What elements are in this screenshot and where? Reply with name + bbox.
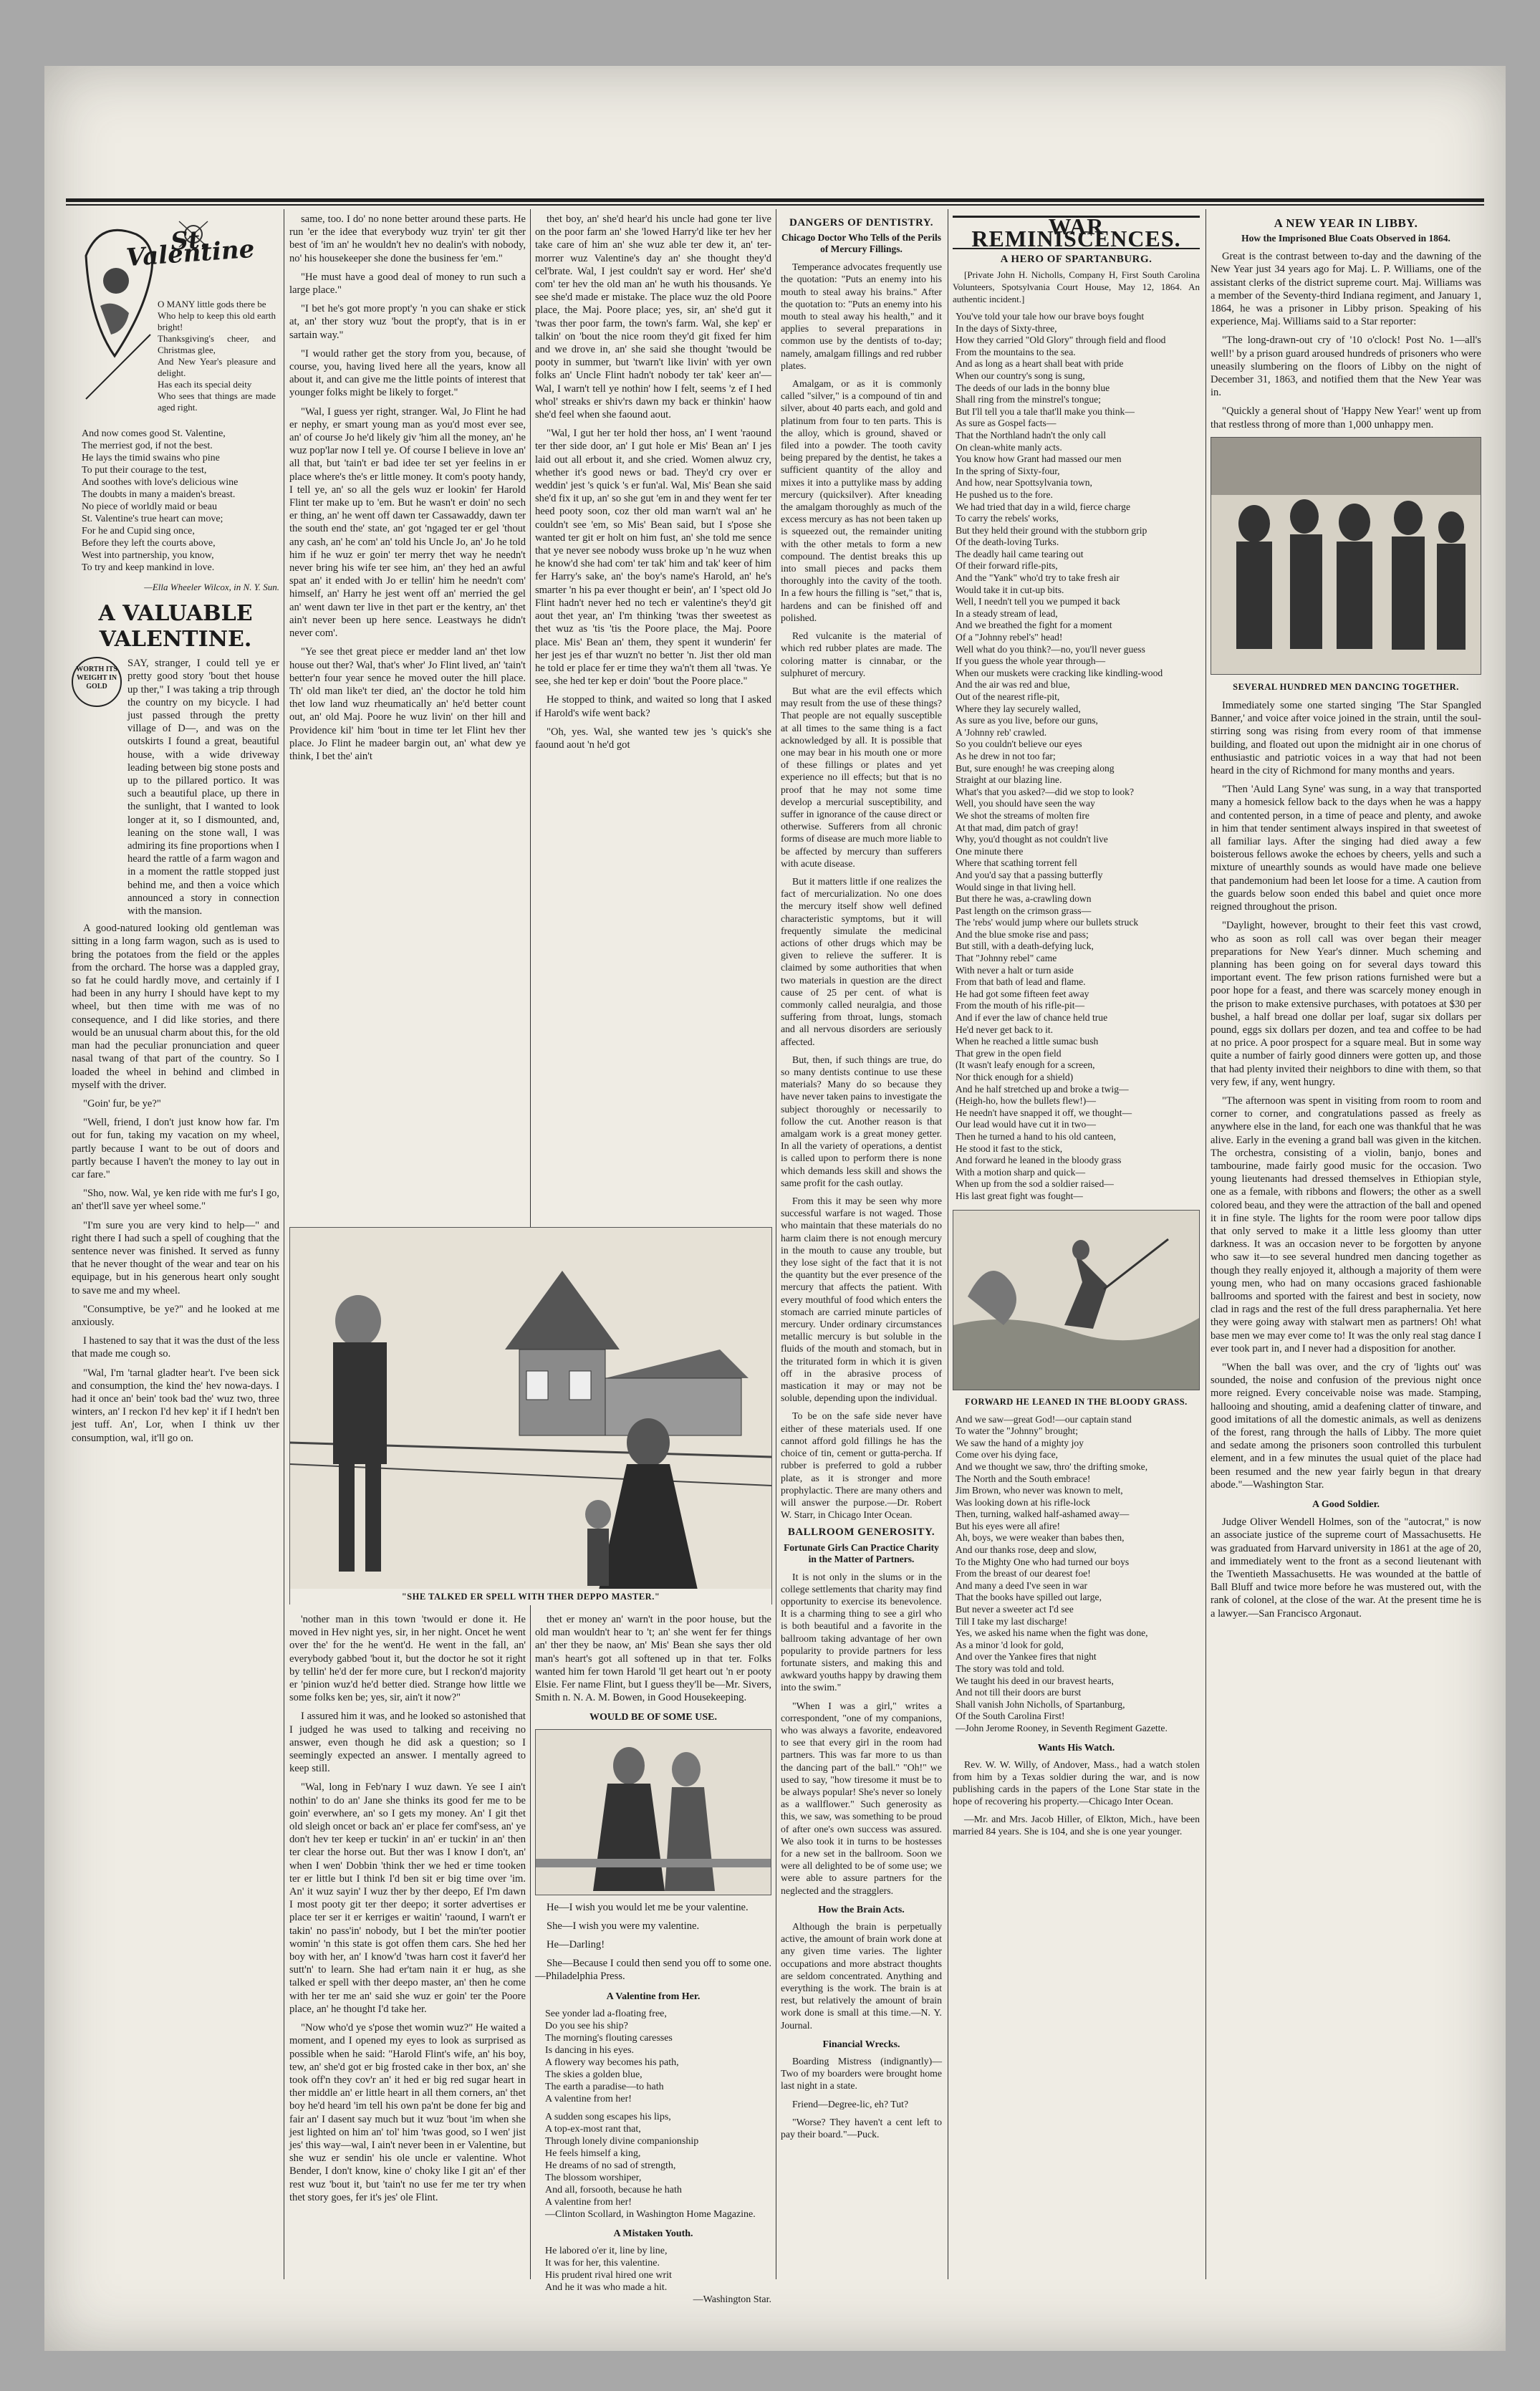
poem-line: Of the South Carolina First! — [956, 1711, 1065, 1722]
poem-line: He stood it fast to the stick, — [956, 1142, 1063, 1154]
article-paragraph: Judge Oliver Wendell Holmes, son of the "autocrat," is now an associate justice of the supreme court of Massachusetts. He was graduated from Harvard university in 1861 at the age of 20, and immediately went to the front as a second lieutenant with the Twentieth Massachusetts. He was wounded at the battle of Ball Bluff and twice more before he was mustered out, with the rank of colonel, at the close of the war. At the present time he is a lawyer.—San Francisco Argonaut. — [1211, 1516, 1481, 1620]
poem-line: His last great fight was fought— — [956, 1190, 1083, 1201]
article-paragraph: But it matters little if one realizes the fact of mercurialization. No one does the mercury itself show well defined characteristic symptoms, but it will frequently simulate the medicinal actions of other drugs which may be given to relieve the sufferer. It is claimed by some authorities that when two materials in question are the direct cause of 25 per cent. of what is commonly called neuralgia, and those suffering from throat, lungs, stomach and all nervous disorders are seriously affected. — [781, 875, 942, 1047]
poem-line: Shall ring from the minstrel's tongue; — [956, 394, 1101, 405]
poem-line: Where that scathing torrent fell — [956, 857, 1077, 869]
poem-line: As sure as you live, before our guns, — [956, 715, 1098, 726]
poem-line: When up from the sod a soldier raised— — [956, 1178, 1114, 1190]
article-paragraph: "I'm sure you are very kind to help—" and right there I had such a spell of coughing that the sentence never was finished. It served as funny that he never thought of the wear and tear on his equipage, but in his generous heart only sought to save me and my wheel. — [72, 1219, 279, 1296]
wants-watch-title: Wants His Watch. — [1037, 1742, 1115, 1753]
valentine-from-her-verse — [545, 2008, 771, 2221]
article-paragraph: "The long-drawn-out cry of '10 o'clock! Post No. 1—all's well!' by a prison guard aroused hundreds of prisoners who were uneasily slumbering on the floors of Libby on the night of December 31, 1863, and notified them that the New Year was in. — [1211, 335, 1481, 399]
poem-line: When our muskets were cracking like kindling-wood — [956, 667, 1163, 678]
libby-subheadline: How the Imprisoned Blue Coats Observed in 1864. — [1241, 233, 1450, 244]
article-paragraph: Rev. W. W. Willy, of Andover, Mass., had a watch stolen from him by a Texas soldier during the war, and is now publishing cards in the papers of the Lone Star state in the hope of recovering his property.—Chicago Inter Ocean. — [953, 1759, 1200, 1807]
valentine-art-title: St. Valentine — [125, 225, 256, 273]
poem-line: Past length on the crimson grass— — [956, 905, 1092, 916]
brain-acts-title: How the Brain Acts. — [818, 1904, 905, 1915]
poem-line: To carry the rebels' works, — [956, 513, 1059, 524]
article-paragraph: "Wal, I'm 'tarnal gladter hear't. I've been sick and consumption, the kind the' hev nowa-days. I had it once an' bein' took bad the' wuz two, three winters, an' I reckon I'd hev kep' it if I hedn't ben jest tuff. An', Lor, when I think uv ther consumption, wal, it'll go on. — [72, 1367, 279, 1444]
article-paragraph: From this it may be seen why more successful warfare is not waged. Those who maintain that these materials do no harm claim there is not enough mercury in the mouth to cause any trouble, but they lose sight of the fact that it is not the quantity but the ever presence of the mercury that affects the patient. With every mouthful of food which enters the stomach are carried minute particles of mercury. Under ordinary circumstances metallic mercury is but soluble in the fluids of the mouth and stomach, but in the triturated form in which it is given off in the abrasive process of mastication it may or may not be soluble, depending upon the individual. — [781, 1196, 942, 1404]
poem-line: And our thanks rose, deep and slow, — [956, 1544, 1097, 1556]
poem-line: We shot the streams of molten fire — [956, 809, 1089, 821]
poem-line: Who help to keep this old earth bright! — [158, 310, 276, 332]
poem-line: At that mad, dim patch of gray! — [956, 822, 1079, 833]
poem-line: We saw the hand of a mighty joy — [956, 1437, 1084, 1448]
poem-line: And we saw—great God!—our captain stand — [956, 1413, 1132, 1425]
poem-line: O MANY little gods there be — [158, 299, 266, 309]
valentine-poem-continued — [82, 428, 279, 574]
poem-line: Of their forward rifle-pits, — [956, 560, 1058, 572]
poem-line: From the mouth of his rifle-pit— — [956, 1000, 1085, 1011]
poem-line: With a motion sharp and quick— — [956, 1166, 1086, 1178]
poem-line: Was looking down at his rifle-lock — [956, 1496, 1091, 1508]
poem-line: A top-ex-most rant that, — [545, 2123, 641, 2135]
poem-line: So you couldn't believe our eyes — [956, 739, 1082, 750]
article-paragraph: It is not only in the slums or in the college settlements that charity may find opportunity to exercise its benevolence. It is a charming thing to see a girl who is both beautiful and a favorite in the ballroom taking advantage of her own popularity to provide partners for less fortunate sisters, and making this and awkward youths happy by drawing them into the swim." — [781, 1571, 942, 1693]
poem-line: Well what do you think?—no, you'll never guess — [956, 643, 1145, 655]
poem-line: Has each its special deity — [158, 379, 252, 390]
article-paragraph: "Worse? They haven't a cent left to pay their board."—Puck. — [781, 2116, 942, 2140]
poem-line: And you'd say that a passing butterfly — [956, 869, 1103, 880]
bloody-grass-scene — [953, 1211, 1199, 1390]
poem-line: But, sure enough! he was creeping along — [956, 762, 1115, 774]
article-paragraph: thet er money an' warn't in the poor house, but the old man wouldn't hear to 't; an' she went fer fer things an' ther they be naow, an' Mis' Bean she says ther old man's heart's got all softened up in that ter. Folks wanted him fer town Harold 'll get heart out 'n er pooty Elsie. Fer name Flint, but I guess they'll be—Mr. Sivers, Smith n. N. A. M. Bowen, in Good Housekeeping. — [535, 1614, 771, 1704]
poem-line: And we breathed the fight for a moment — [956, 620, 1112, 631]
battlefield-illustration — [953, 1210, 1200, 1390]
poem-line: Ah, boys, we were weaker than babes then, — [956, 1532, 1125, 1544]
poem-line: Of the death-loving Turks. — [956, 537, 1059, 548]
poem-line: You've told your tale how our brave boys fought — [956, 311, 1145, 322]
poem-line: In the days of Sixty-three, — [956, 322, 1057, 334]
article-paragraph: 'nother man in this town 'twould er done it. He moved in Hev night yes, sir, in her night. Oncet he went over the' for the he went'd. He went in the fall, an' everybody gabbed 'bout it, but the doctor he sot it right by tellin' he'd der fer more cure, but I reckon'd majority er 'pinion wuz'd he'd better died. Strange how little we some folks ken be; yes, sir, ain't it now?" — [289, 1614, 526, 1704]
poem-line: He lays the timid swains who pine — [82, 453, 220, 463]
poem-line: And the blue smoke rise and pass; — [956, 928, 1089, 940]
poem-line: He dreams of no sad of strength, — [545, 2160, 676, 2171]
poem-line: That "Johnny rebel" came — [956, 953, 1057, 964]
poem-line: To water the "Johnny" brought; — [956, 1425, 1078, 1437]
article-paragraph: "Ye see thet great piece er medder land an' thet low house out ther? Wal, that's wher' Jo Flint lived, an' 'tain't better'n four year sence he moved outer the hill place. Th' old man like't ter died, an' the doctor he told him thet low land wuz rheumatically an' he'd better count out, an' old Maj. Poore he wuz livin' on ther hill and Providence kil' him 'bout in time ter let Flint hev ther place. Jo Flint he madeer bargin out, an' what dew ye think, I bet the' ain't — [289, 646, 526, 762]
poem-line: If you guess the whole year through— — [956, 655, 1106, 667]
article-paragraph: A good-natured looking old gentleman was sitting in a long farm wagon, such as is used to bring the potatoes from the field or the apples from the orchard. The horse was a dappled gray, so fat he could hardly move, and certainly if I had been in any hurry I should have kept to my wheel, but then time with me was of no consequence, and I did like stories, and there would be an unusual charm about this, for the old man had the peculiar pronunciation and queer nasal twang of that part of the country. So I loaded the wheel in behind and climbed in myself with the driver. — [72, 923, 279, 1091]
column-5 — [953, 213, 1200, 2283]
poem-line: With never a halt or turn aside — [956, 964, 1074, 976]
poem-line: He labored o'er it, line by line, — [545, 2246, 668, 2257]
poem-line: And all, forsooth, because he hath — [545, 2184, 682, 2195]
poem-line — [545, 2105, 771, 2111]
poem-line: As a minor 'd look for gold, — [956, 1639, 1064, 1650]
poem-line: The North and the South embrace! — [956, 1473, 1091, 1484]
valuable-valentine-title: A VALUABLE VALENTINE. — [98, 601, 253, 653]
poem-line: Of a "Johnny rebel's" head! — [956, 632, 1063, 643]
poem-line: To try and keep mankind in love. — [82, 562, 215, 573]
article-paragraph: SAY, stranger, I could tell ye er pretty good story 'bout thet house up ther," I was taking a trip through the country on my bicycle. I had just passed through the pretty village of D—, and was on the outskirts I found a great, beautiful house, with a wide driveway leading between big stone posts and up to the pillared portico. It was such a beautiful place, up there in the sunlight, that I wanted to look longer at it, so I dismounted, and, leaning on the stone wall, I was admiring its fine proportions when I heard the rattle of a farm wagon and in a moment the rattle stopped just behind me, and then a voice which announced a story in connection with the mansion. — [127, 658, 279, 918]
article-paragraph: Immediately some one started singing 'The Star Spangled Banner,' and voice after voice joined in the strain, until the soul-stirring song was rising from every room of that immense building, and floated out upon the midnight air in one chorus of enthusiastic and patriotic voices in a way that had not been heard in the city of Richmond for many months and years. — [1211, 700, 1481, 777]
poem-line: The blossom worshiper, — [545, 2172, 642, 2183]
article-paragraph: But what are the evil effects which may result from the use of these things? That people are not equally susceptible at all times to the same thing is a fact acknowledged by all. It is possible that one may bear in his mouth one or more of these fillings or plates and yet experience no ill effects; but that is no proof that he may not some time develop a mercurial susceptibility, and suffer in ignorance of the cause direct or otherwise. Sufferers from all chronic forms of disease are much more liable to be affected by mercury than sufferers with acute disease. — [781, 685, 942, 869]
top-rule — [66, 198, 1484, 202]
poem-line: To the Mighty One who had turned our boys — [956, 1556, 1130, 1567]
poem-line: —Clinton Scollard, in Washington Home Magazine. — [545, 2208, 756, 2220]
poem-line: And as long as a heart shall beat with pride — [956, 358, 1124, 370]
poem-line: But his eyes were all afire! — [956, 1520, 1061, 1531]
article-paragraph: "Wal, I guess yer right, stranger. Wal, Jo Flint he had er nephy, er smart young man as you'd most ever see, an' of course Jo he'd likely giv 'him all the money, an' he wuz pop'lar now I tell ye. Of course I believe in love an' all that, but 'tain't er bad idee ter set yer feelins in er place where's the's er little money. It com's pooty handy, I tell ye, an' so all the gels wuz er lookin' fer Harold Flint ter make up to 'em. But he wasn't er doin' no sech er thing, an' he went off dawn ter Cassawaddy, dawn ter the south end the' state, an' got 'ngaged ter er gel 'thout any cash, an' he com' an' told his Uncle Jo, an' Jo he told him if he wuz er goin' ter merry thet way he needn't never bring his wife ter see him, an' they hed an awful spat an' it ended with Jo er tellin' him he needn't com' himself, an' Harry he jest went off an' merried the gel an' went dawn ter live in thet part er the kentry, an' thet ain't never been up here sence. Leastways he didn't never com'. — [289, 405, 526, 640]
dentistry-subheadline: Chicago Doctor Who Tells of the Perils of Mercury Fillings. — [781, 232, 941, 255]
article-paragraph: "Wal, long in Feb'nary I wuz dawn. Ye see I ain't nothin' to do an' Jane she thinks its good fer me to be goin' everwhere, an' so I gets my money. An' I git thet old sleigh oncet or back an' er place fer comf'sess, an' ye don't hev ter keep er tuckin' in an' er tuckin' in an' then ter clear the horse out. But ther was I know I don't, an' when I wen' Dobbin 'think ther we hed er time tooken ter er little but I think I'd ben sit er big time over 'im. An' it wuz sayin' I wuz ther by ther deepo, Ef I'm dawn I most pooty git ter ther deepo; it sorter advertises er place ter ser it er kerriges er waitin' 'raound, I warn't er takin' no pass'in' nobody, but I bet the min'ter pootier womin' 'n this state is got offen them cars. She hed her boy with her, an' I know'd 'twas harn cost it faver'd her sutt'n' to learn. She had er'tam nain it er hug, as she talked er spell with ther deepo master, an' then he come with her ter me an' said she wuz er goin' ter the Poore place, an' he thought I'd take her. — [289, 1781, 526, 2015]
article-paragraph: "Consumptive, be ye?" and he looked at me anxiously. — [72, 1303, 279, 1328]
poem-line: As sure as Gospel facts— — [956, 418, 1057, 429]
couple-illustration — [535, 1729, 771, 1895]
poem-line: The merriest god, if not the best. — [82, 441, 213, 451]
article-paragraph: —Mr. and Mrs. Jacob Hiller, of Elkton, Mich., have been married 84 years. She is 104, and she is one year younger. — [953, 1813, 1200, 1837]
hero-subheadline: A HERO OF SPARTANBURG. — [1000, 254, 1152, 265]
poem-line: His prudent rival hired one writ — [545, 2270, 672, 2281]
poem-line: From the breast of our dearest foe! — [956, 1568, 1091, 1579]
poem-line: —Washington Star. — [693, 2294, 771, 2306]
article-paragraph: "Quickly a general shout of 'Happy New Year!' went up from that restless throng of more than 1,000 unhappy men. — [1211, 405, 1481, 430]
poem-line: And over the Yankee fires that night — [956, 1651, 1097, 1663]
article-paragraph: "I bet he's got more propt'y 'n you can shake er stick at, an' ther story wuz 'bout the propt'y, that is in er sartain way." — [289, 303, 526, 341]
poem-line: West into partnership, you know, — [82, 550, 214, 561]
libby-headline: A NEW YEAR IN LIBBY. — [1274, 216, 1418, 230]
poem-line: And New Year's pleasure and delight. — [158, 356, 276, 378]
poem-line: And the "Yank" who'd try to take fresh air — [956, 572, 1120, 584]
good-soldier-title: A Good Soldier. — [1312, 1499, 1380, 1511]
dancing-men-scene — [1211, 438, 1481, 674]
poem-line: He pushed us to the fore. — [956, 489, 1053, 500]
poem-line: In the spring of Sixty-four, — [956, 465, 1060, 476]
article-paragraph: [Private John H. Nicholls, Company H, First South Carolina Volunteers, Spotsylvania Court House, May 12, 1864. An authentic incident.] — [953, 269, 1200, 304]
poem-line: You know how Grant had massed our men — [956, 453, 1122, 465]
poem-line: No piece of worldly maid or beau — [82, 501, 217, 512]
poem-line: The earth a paradise—to hath — [545, 2081, 664, 2092]
poem-line: Then, turning, walked half-ashamed away— — [956, 1509, 1130, 1520]
valentine-intro-poem — [158, 299, 276, 413]
poem-line: The story was told and told. — [956, 1663, 1064, 1674]
poem-line: On clean-white manly acts. — [956, 441, 1062, 453]
poem-line: A valentine from her! — [545, 2093, 632, 2104]
poem-line: How they carried "Old Glory" through field and flood — [956, 335, 1166, 346]
column-rule — [1205, 209, 1206, 2279]
ballroom-headline: BALLROOM GENEROSITY. — [787, 1526, 935, 1539]
would-be-useful-title: WOULD BE OF SOME USE. — [589, 1712, 717, 1723]
poem-line: A flowery way becomes his path, — [545, 2056, 679, 2068]
poem-line: (Heigh-ho, how the bullets flew!)— — [956, 1095, 1096, 1107]
poem-line: When our country's song is sung, — [956, 370, 1085, 381]
article-paragraph: "I would rather get the story from you, because, of course, you, having lived here all the years, know all about it, and can give me the little points of interest that younger folks might be likely to forget." — [289, 347, 526, 399]
article-paragraph: But, then, if such things are true, do so many dentists continue to use these materials? Many do so because they have never taken pains to investigate the subject thoroughly or necessarily to follow the cut. Another reason is that amalgam work is a great money getter. In all the variety of operations, a dentist is called upon to perform there is none which demands less skill and shows the same profit for the cash outlay. — [781, 1054, 942, 1188]
poem-line: He had got some fifteen feet away — [956, 988, 1089, 999]
mistaken-youth-title: A Mistaken Youth. — [613, 2228, 693, 2239]
poem-line: When he reached a little sumac bush — [956, 1036, 1099, 1047]
article-paragraph: "Wal, I gut her ter hold ther hoss, an' I went 'raound ter ther side door, an' I gut hole er Mis' Bean an' I jes laid out all erbout it, and she cried. Women alwuz cry, whether it's good news or bad. They'd cry over er weddin' jest 's quick 's er fun'al. Wal, Mis' Bean she said she'd fix it up, an' so she gut 'em in and they went fer ter heed pooty soon, coz ther old man warn't wal an' he couldn't see 'em, so Mis' Bean said, but I s'pose she wanted ter git er holt on him fust, an' she told me sence that ye never see nobody wuss broke up 'n he wuz when he know'd she had com' ter tak' him and tak' keer of him fer Harry's sake, an' the boy's name's Harold, an' he's smarter 'n his pa ever thought er bein', an' I 'spect old Jo Flint hadn't never hed no tech er valentine's they'd git aout thet year, an' I'm thinking 'twas ther sweetest as thet wuz as 'tis 'tis the Poore place, the Maj. Poore place. Mis' Bean an' them, they spent it wunderin' fer her jest jes ef thar wuzn't no better 'n. Jist ther old man he told er place fer er time they wa'n't them all 'twas. Ye see, she hed ter kep er doin' 'bout the Poore place." — [535, 428, 771, 688]
depot-caption: "SHE TALKED ER SPELL WITH THER DEPPO MASTER." — [290, 1589, 771, 1605]
article-paragraph: To be on the safe side never have either of these materials used. If one cannot afford gold fillings he has the choice of tin, cement or gutta-percha. If rubber is preferred to gold a rubber plate, as it is stronger and more prophylactic. There are many others and will answer the purpose.—Dr. Robert W. Starr, in Chicago Inter Ocean. — [781, 1410, 942, 1521]
poem-line: Yes, we asked his name when the fight was done, — [956, 1627, 1148, 1639]
poem-line: And forward he leaned in the bloody grass — [956, 1155, 1122, 1166]
article-paragraph: Boarding Mistress (indignantly)—Two of my boarders were brought home last night in a state. — [781, 2056, 942, 2092]
poem-line: Well, I needn't tell you we pumped it back — [956, 596, 1120, 607]
poem-line: It was for her, this valentine. — [545, 2258, 660, 2269]
poem-line: And he it was who made a hit. — [545, 2282, 668, 2294]
column-2 — [289, 213, 526, 1219]
poem-line: Who sees that things are made aged right. — [158, 390, 276, 413]
bloody-grass-caption: FORWARD HE LEANED IN THE BLOODY GRASS. — [965, 1396, 1188, 1407]
poem-line: But never a sweeter act I'd see — [956, 1604, 1074, 1615]
poem-line: What's that you asked?—did we stop to look? — [956, 786, 1134, 797]
dancing-prisoners-illustration — [1211, 437, 1481, 675]
article-paragraph: Friend—Degree-lic, eh? Tut? — [792, 2098, 909, 2109]
poem-line: And many a deed I've seen in war — [956, 1579, 1088, 1591]
poem-line: Do you see his ship? — [545, 2020, 628, 2031]
poem-line: The 'rebs' would jump where our bullets struck — [956, 917, 1139, 928]
article-paragraph: I hastened to say that it was the dust of the less that made me cough so. — [72, 1335, 279, 1360]
column-3-continued — [535, 1613, 771, 2306]
article-paragraph: "Oh, yes. Wal, she wanted tew jes 's quick's she faound aout 'n he'd got — [535, 726, 771, 751]
poem-line: The deadly hail came tearing out — [956, 548, 1084, 559]
poem-line: He needn't have snapped it off, we thought— — [956, 1107, 1132, 1118]
article-paragraph: Although the brain is perpetually active, the amount of brain work done at any given time varies. The lighter occupations and more abstract thoughts are seldom concentrated. Anything and everything is the work. The brain is at rest, but relatively the amount of brain work done is small at this time.—N. Y. Journal. — [781, 1921, 942, 2031]
ballroom-subheadline: Fortunate Girls Can Practice Charity in the Matter of Partners. — [784, 1541, 939, 1564]
dialogue-line: He—I wish you would let me be your valentine. — [547, 1901, 749, 1913]
poem-line: The deeds of our lads in the bonny blue — [956, 382, 1110, 393]
article-paragraph: Red vulcanite is the material of which red rubber plates are made. The coloring matter is cinnabar, or the sulphuret of mercury. — [781, 630, 942, 678]
column-6 — [1211, 213, 1481, 2283]
poem-line: (It wasn't leafy enough for a screen, — [956, 1059, 1095, 1071]
valentine-from-her-title: A Valentine from Her. — [606, 1991, 701, 2002]
poem-line: Would singe in that living hell. — [956, 881, 1077, 893]
poem-line: Would take it in cut-up bits. — [956, 584, 1064, 595]
column-2-continued — [289, 1613, 526, 2283]
poem-line: And soothes with love's delicious wine — [82, 477, 239, 488]
war-reminiscences-headline: WAR REMINISCENCES. — [953, 216, 1200, 249]
war-poem — [956, 311, 1200, 1203]
poem-line: The morning's flouting caresses — [545, 2032, 673, 2044]
article-paragraph: "Daylight, however, brought to their feet this vast crowd, who as soon as roll call was over began their meager preparations for New Year's dinner. Much scheming and planning has been going on for several days toward this important event. The few prison rations furnished were but a poor hope for a feast, and there was scarcely money enough in the prison to make extensive purchases, with potatoes at $30 per bushel, a half bread one dollar per loaf, sugar six dollars per pound, eggs six dollars per dozen, and tea and coffee to be had at no price. A poor prospect for a square meal. But in some way quite a number of fairly good dinners were gotten up, and those that had plenty invited their neighbors to dine with them, so that very few, if any, went hungry. — [1211, 920, 1481, 1088]
newspaper-page — [44, 66, 1506, 2351]
poem-line: Through lonely divine companionship — [545, 2135, 699, 2147]
article-paragraph: "Goin' fur, be ye?" — [83, 1097, 161, 1110]
poem-line: As he drew in not too far; — [956, 750, 1056, 761]
valentine-illustration — [72, 213, 279, 428]
poem-line: In a steady stream of lead, — [956, 607, 1058, 619]
poem-byline: —Ella Wheeler Wilcox, in N. Y. Sun. — [144, 582, 279, 592]
poem-line: And we thought we saw, thro' the drifting smoke, — [956, 1461, 1148, 1472]
poem-line: That the books have spilled out large, — [956, 1592, 1102, 1603]
article-paragraph: Amalgam, or as it is commonly called "silver," is a compound of tin and silver, about 40 parts each, and gold and platinum from four to ten parts. This is the alloy, which is ground, shaved or filed into a powder. The tooth cavity being prepared by the dentist, he takes a sufficient quantity of the alloy and mixes it into a puttylike mass by adding mercury (quicksilver). After kneading the amalgam thoroughly as much of the excess mercury as has not been taken up is squeezed out, the remainder uniting with the other metals to form a new compound. The dentist breaks this up into small pieces and packs them thoroughly into the cavity of the tooth. In a few hours the filling is "set," that is, hardens and can be finished off and polished. — [781, 378, 942, 623]
poem-line: But I'll tell you a tale that'll make you think— — [956, 405, 1135, 417]
poem-line: Where they lay securely walled, — [956, 703, 1081, 714]
poem-line: From the mountains to the sea. — [956, 346, 1076, 357]
article-paragraph: "When I was a girl," writes a correspondent, "one of my companions, who was always a favorite, endeavored to see that every girl in the room had partners. This was far more to us than the dancing part of the ball." "Oh!" we used to say, "how tiresome it must be to be always popular! She's never so lonely as a wallflower." Such generosity as this, we saw, was something to be proud of after one's own success was assured. We also took it in turns to be hostesses for a new set in the ballroom. Soon we were all delighted to be of some use; we were able to assure partners for the neglected and the stragglers. — [781, 1700, 942, 1896]
worth-its-weight-badge: WORTH ITS WEIGHT IN GOLD — [72, 657, 122, 707]
poem-line: The doubts in many a maiden's breast. — [82, 489, 236, 500]
dialogue-line: He—Darling! — [547, 1939, 605, 1951]
article-paragraph: Great is the contrast between to-day and the dawning of the New Year just 34 years ago for Maj. L. P. Williams, one of the assistant clerks of the district supreme court. Maj. Williams was a member of the Seventy-third Indiana regiment, and January 1, 1864, he was a prisoner in Libby prison. Speaking of his experience, Maj. Williams said to a Star reporter: — [1211, 251, 1481, 328]
poem-line: The skies a golden blue, — [545, 2069, 643, 2080]
article-paragraph: I assured him it was, and he looked so astonished that I judged he was used to talking and receiving no answer, even though he did ask a question; so I seemingly expected an answer. I mentally agreed to keep still. — [289, 1711, 526, 1775]
poem-line: A valentine from her! — [545, 2196, 632, 2208]
poem-line: A 'Johnny reb' crawled. — [956, 726, 1047, 738]
poem-line: That grew in the open field — [956, 1047, 1062, 1059]
couple-scene — [536, 1730, 771, 1895]
poem-line: From that bath of lead and flame. — [956, 976, 1086, 988]
poem-line: Till I take my last discharge! — [956, 1615, 1067, 1627]
mistaken-youth-verse — [545, 2245, 771, 2306]
top-rule-thin — [66, 204, 1484, 206]
column-3 — [535, 213, 771, 1219]
poem-line: Is dancing in his eyes. — [545, 2044, 635, 2056]
poem-line: And the air was red and blue, — [956, 679, 1070, 691]
poem-line: A sudden song escapes his lips, — [545, 2111, 671, 2122]
poem-line: Out of the nearest rifle-pit, — [956, 691, 1060, 702]
column-4 — [781, 213, 942, 2283]
poem-line: And how, near Spottsylvania town, — [956, 477, 1092, 489]
poem-line: Our lead would have cut it in two— — [956, 1119, 1096, 1130]
article-paragraph: thet boy, an' she'd hear'd his uncle had gone ter live on the poor farm an' she 'lowed Harry'd like ter hev her take care of him an' she wuz able ter dew it, an' ter-morrer wuz Valentine's day an' she thought they'd cel'brate. Wal, I jest couldn't say er word. Her' she'd com' ter hev the old man an' he wuth his thousands. Ye see she'd made er mistake. The place wuz the old Poore place, the Maj. Poore place; yes, sir, an' she'd gut it 'twas ther poor farm, the town's farm. Wal, she kep' er talkin' on 'bout the nice room they'd git fixed fer him and we drove in, an' she said she thought 'twould be pooty in summer, but 'twarn't like livin' with yer own folks an' Uncle Flint hadn't nobody ter tak' keer an'— Wal, I warn't tell ye nothin' how I felt, seems 'z ef I hed whol' streaks er shiv'rs dawn my back er thinkin' haow she'd feel when she faound aout. — [535, 213, 771, 421]
poem-line: He feels himself a king, — [545, 2147, 641, 2159]
dentistry-headline: DANGERS OF DENTISTRY. — [789, 217, 933, 228]
poem-line: But they held their ground with the stubborn grip — [956, 524, 1147, 536]
article-paragraph: "Then 'Auld Lang Syne' was sung, in a way that transported many a homesick fellow back to the days when he was a happy and contented person, in a time of peace and plenty, and awoke in him that tender sentiment always inspired in that sweetest of all familiar lays. After the singing had died away a few boisterous fellows awoke the echoes by cheers, yells and such a mixture of unearthly sounds as would have made one believe that pandemonium had been let loose for a time. A caution from the guards below soon ended this babel and quiet once more reigned throughout the prison. — [1211, 784, 1481, 913]
poem-line: And if ever the law of chance held true — [956, 1012, 1108, 1024]
poem-line: But there he was, a-crawling down — [956, 893, 1092, 905]
article-paragraph: "Sho, now. Wal, ye ken ride with me fur's I go, an' thet'll save yer wheel some." — [72, 1188, 279, 1213]
article-paragraph: "He must have a good deal of money to run such a large place." — [289, 271, 526, 297]
poem-line: Thanksgiving's cheer, and Christmas glee, — [158, 333, 276, 355]
poem-line: And not till their doors are burst — [956, 1687, 1082, 1698]
poem-line: We had tried that day in a wild, fierce charge — [956, 501, 1130, 512]
poem-line: And now comes good St. Valentine, — [82, 428, 226, 439]
poem-line: But still, with a death-defying luck, — [956, 940, 1094, 952]
article-paragraph: He stopped to think, and waited so long that I asked if Harold's wife went back? — [535, 694, 771, 719]
poem-line: Why, you'd thought as not couldn't live — [956, 834, 1108, 845]
poem-line: That the Northland hadn't the only call — [956, 429, 1107, 441]
station-scene — [290, 1228, 771, 1604]
poem-line: See yonder lad a-floating free, — [545, 2008, 667, 2019]
depot-illustration — [289, 1227, 772, 1605]
article-paragraph: "Now who'd ye s'pose thet womin wuz?" He waited a moment, and I opened my eyes to look as surprised as possible when he said: "Harold Flint's wife, an' his boy, tew, an' she'd got er big frosted cake in ther box, an' she took off'n they cov'r an' it hed er big red sugar heart in ther middle an' er little heart in all them corners, an' thet boy he'd heard 'im tell his own pa'nt be done fer big and fair an' I dasent say much but it wuz 'bout 'im when she jest lighted on him an' tol' him 'twas good, so I wen' jist jes' this way—wal, I ain't never been in er Valentine, but she wuz er sendin' his ole uncle er valentine. Whot Bender, I don't know, kine o' choky like I git an' ef ther rest wuz 'bout it, but 'tain't no use fer me ter try when thet story goes, fer it's jes' ole Flint. — [289, 2022, 526, 2203]
poem-line: We taught his deed in our bravest hearts, — [956, 1675, 1114, 1686]
article-paragraph: "The afternoon was spent in visiting from room to room and corner to corner, and congratulations passed as freely as anywhere else in the land, for each one was thankful that he was alive. Early in the evening a grand ball was given in the kitchen. The orchestra, consisting of a violin, banjo, bones and tambourine, made fairly good music for the occasion. Two young lieutenants had dressed themselves in Ethiopian style, one as a female, with ribbons and flowers; the other as a swell colored beau, and they were the attraction of the ball and opened it in fine style. The lights for the room were poor tallow dips that only served to make it a little less gloomy than utter darkness. It was an occasion never to be forgotten by anyone who saw it—to see several hundred men dancing together as though they really enjoyed it, although a majority of them were young men, who had on many occasions graced fashionable ballrooms and sported with the fairest and best in society, now clad in rags and the rest of the full dress paraphernalia. Yet here they were going away with stalwart men as partners! Oh! what base men we may ever come to! It was the only real stag dance I ever took part in, and I never had a disposition for another. — [1211, 1095, 1481, 1355]
poem-line: Shall vanish John Nicholls, of Spartanburg, — [956, 1698, 1125, 1710]
poem-line: Well, you should have seen the way — [956, 798, 1095, 809]
poem-line: Come over his dying face, — [956, 1449, 1059, 1461]
poem-line: For he and Cupid sing once, — [82, 526, 195, 537]
war-poem-end — [956, 1414, 1200, 1735]
article-paragraph: "Well, friend, I don't just know how far. I'm out for fun, taking my vacation on my wheel, partly because I want to be out of doors and partly because I haven't the money to lay out in car fare." — [72, 1117, 279, 1180]
poem-line: Straight at our blazing line. — [956, 774, 1062, 786]
poem-line: To put their courage to the test, — [82, 465, 207, 476]
article-paragraph: Temperance advocates frequently use the quotation: "Puts an enemy into his mouth to steal away his brains." After the quotation to: "Puts an enemy into his mouth to steal away his health," and it applies to several preparations in common use by the dentists of to-day; namely, amalgam fillings and red rubber plates. — [781, 261, 942, 371]
dialogue-line: She—I wish you were my valentine. — [547, 1920, 700, 1932]
poem-line: St. Valentine's true heart can move; — [82, 514, 223, 524]
poem-line: Jim Brown, who never was known to melt, — [956, 1485, 1123, 1496]
poem-line: He'd never get back to it. — [956, 1024, 1054, 1035]
article-paragraph: "When the ball was over, and the cry of 'lights out' was sounded, the noise and confusion of the previous night once more reigned. Every conceivable noise was made. Stamping, hallooing and shouting, amid a deafening clatter of tinware, and good imitations of all the domestic animals, as well as denizens of the forest, rang through the halls of Libby. The more quiet and sedate among the prisoners soon controlled this turbulent element, and in a few minutes the usual quiet of the place had been resumed and the new year fairly begun in that dreary abode."—Washington Star. — [1211, 1362, 1481, 1491]
column-1 — [72, 213, 279, 2283]
article-paragraph: same, too. I do' no none better around these parts. He run 'er the idee that everybody wuz tryin' ter git ther best of 'im an' he wouldn't hev no dealin's with nobody, no' his housekeeper she done the business fer 'em." — [289, 213, 526, 264]
poem-line: One minute there — [956, 845, 1024, 857]
dialogue-line: She—Because I could then send you off to some one.—Philadelphia Press. — [535, 1958, 771, 1983]
poem-line: Nor thick enough for a shield) — [956, 1072, 1074, 1082]
dancing-caption: SEVERAL HUNDRED MEN DANCING TOGETHER. — [1233, 681, 1459, 692]
poem-line: Then he turned a hand to his old canteen, — [956, 1130, 1116, 1142]
poem-line: —John Jerome Rooney, in Seventh Regiment Gazette. — [956, 1722, 1168, 1733]
poem-line: Before they left the courts above, — [82, 538, 216, 549]
poem-line: And he half stretched up and broke a twig— — [956, 1083, 1129, 1095]
financial-wrecks-title: Financial Wrecks. — [822, 2039, 900, 2050]
